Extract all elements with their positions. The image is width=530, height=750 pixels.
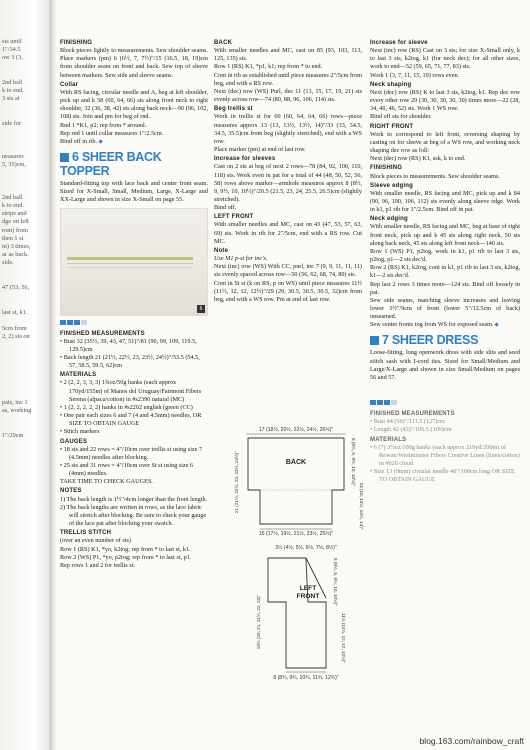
gutter-text-fragment: neasures [2,152,24,160]
sew-seams: Sew side seams, matching sleeve increases and leaving lower 3½"/9cm of front (lower 5"/12.5cm of back) unseamed. [370,296,520,321]
left-front-armhole-right: 8 (8½, 9, 9½, 10, 10½)" [333,557,338,607]
skill-level-segment [370,400,376,405]
back-label: BACK [285,459,307,466]
back-dec: Next (dec) row (WS) Purl, dec 11 (13, 15, 17, 19, 21) sts evenly across row—74 (80, 88, 96, 106, 114) sts. [214,87,362,104]
finishing-text: Block pieces lightly to measurements. Sew shoulder seams. Place markers (pm) 6 (6½, 7, 7½)"/15 (16.5, 18, 19)cm from shoulder seam on front and back. Sew top of sleeve between markers. Sew side and sleeve seams. [60,47,208,79]
previous-page-edge [0,0,50,750]
photo-stripe [67,257,193,260]
inc-row-text: Next (inc) row (WS) With CC, purl, inc 7 (9, 9, 11, 11, 11) sts evenly spaced across row—50 (56, 62, 68, 74, 80) sts. [214,263,362,279]
edging-row1: Row 1 (WS) P1, p2tog, work in k1, p1 rib to last 3 sts, p2tog, p1—2 sts dec'd. [370,247,520,264]
gutter-text-fragment: 47 (53, 56, [2,284,30,291]
skill-level-segment [60,320,66,325]
gauge-check: TAKE TIME TO CHECK GAUGES. [60,478,153,486]
left-front-height-left: 19½ (20, 21, 21½, 22, 23)" [256,594,261,650]
gutter-text-fragment: stripe and [2,210,27,218]
sew-fronts: Sew center fronts tog from WS for exposed seam. [370,321,520,329]
neck-slope [306,558,326,598]
neck-shaping-heading: Neck shaping [370,81,412,88]
gutter-text-fragment: 5cm from [2,325,27,332]
bind-off: Bind off. [214,204,237,212]
sleeve-edging-text: With smaller needle, RS facing and MC, pick up and k 84 (90, 96, 100, 106, 112) sts evenly along sleeve edge. Work in k1, p1 rib for 1"/2.5cm. Bind off in pat. [370,189,520,214]
finished-measurements-heading: FINISHED MEASUREMENTS [60,330,145,337]
gutter-text-fragment: pats, inc 1 [2,398,28,406]
back-cont: Cont in rib as established until piece measures 2"/5cm from beg, end with a RS row. [214,71,362,87]
trellis-begin-heading: Beg trellis st [214,106,253,113]
back-outline [248,438,344,524]
skill-level-bar [60,320,208,325]
list-item: • Bust 44 (50)"/111.5 (127)cm [370,418,445,426]
list-item: • Size 13 (9mm) circular needle 40"/100cm long OR SIZE TO OBTAIN GAUGE [370,468,515,484]
collar-heading: Collar [60,81,79,88]
gutter-text-fragment: side. [2,259,14,267]
left-front-label-1: LEFT [299,585,317,592]
skill-level-bar [370,400,520,405]
source-watermark: blog.163.com/rainbow_craft [419,736,524,746]
skill-level-segment [377,400,383,405]
end-mark-icon [495,322,500,327]
list-item: • Length 42 (43)"/106.5 (109)cm [370,426,452,434]
photo-line [67,267,193,268]
neck-edging-text: With smaller needle, RS facing and MC, beg at base of right front neck, pick up and k 45 sts along right neck, 50 sts along back neck, 45 sts along left front neck—140 sts. [370,223,520,247]
back-text: With smaller needles and MC, cast on 85 (93, 103, 113, 125, 135) sts. [214,47,362,63]
skill-level-segment [81,320,87,325]
finishing-heading: FINISHING [60,40,93,46]
skill-level-segment [67,320,73,325]
pattern-7-title: 7 SHEER DRESS [370,333,520,347]
list-item: • One pair each sizes 6 and 7 (4 and 4.5mm) needles, OR SIZE TO OBTAIN GAUGE [60,412,202,428]
trellis-rep: Rep rows 1 and 2 for trellis st. [60,561,135,569]
sleeve-increase-heading: Increase for sleeve [370,40,428,46]
topper-photo [60,208,208,316]
collar-bind: Bind off in rib. [60,138,208,146]
st-st-text: Cont in St st (k on RS, p on WS) until piece measures 11½ (11½, 12, 12, 12½)"/29 (29, 30.5, 30.5, 30.5, 32)cm from beg, end with a WS row. Pm at end of last row. [214,279,362,303]
page-spine [50,0,56,750]
gutter-text-fragment: as, working [2,407,32,414]
column-3 [370,38,520,485]
back-height-left: 21 (21½, 22½, 23, 23½, 24½)" [234,450,239,514]
left-front-outline [268,558,326,668]
gutter-text-fragment: side for [2,120,22,127]
trellis-heading: TRELLIS STITCH [60,530,112,537]
list-item: • 18 sts and 22 rows = 4"/10cm over trellis st using size 7 (4.5mm) needles after blocking. [60,445,203,461]
edging-rep: Rep last 2 rows 3 times more—124 sts. Bind off loosely in pat. [370,280,520,296]
skill-level-segment [74,320,80,325]
sleeve-increase-heading: Increase for sleeves [214,156,276,163]
back-width-bottom: 16 (17½, 19½, 21½, 23½, 25½)" [258,531,334,536]
gutter-text-fragment: 2, 2) sts on [2,333,30,341]
back-schematic [226,424,368,536]
number-square-icon [370,336,379,345]
note-item: 2) The back lengths are written in rows, as the lace fabric will stretch after blocking. Be sure to check your gauge of the lace pat after blocking your swatch. [60,503,207,528]
finished-measurements-heading: FINISHED MEASUREMENTS [370,411,455,418]
edging-row2: Row 2 (RS) K1, k2tog, cont in k1, p1 rib to last 3 sts, k2tog, k1—2 sts dec'd. [370,264,520,280]
photo-line [67,263,193,264]
left-front-heading: LEFT FRONT [214,214,254,221]
right-front-dec: Next (dec) row (RS) K1, ssk, k to end. [370,155,466,163]
collar-rep: Rep rnd 1 until collar measures 1"/2.5cm. [60,129,164,137]
sleeve-increase-text: Cast on 2 sts at beg of next 2 rows—78 (84, 92, 100, 110, 118) sts. Work even in pat for a total of 44 (48, 50, 52, 56, 58) rows above marker—armhole measures approx 8 (8½, 9, 9½, 10, 10½)"/20.5 (21.5, 23, 24, 25.5, 26.5)cm (slightly stretched). [214,163,362,203]
trellis-begin-text: Work in trellis st for 60 (60, 64, 64, 66) rows—piece measures approx 13 (13, 13½, 13½, 14)"/33 (33, 34.5, 34.5, 35.5)cm from beg (slightly stretched), end with a WS row. [214,113,362,145]
pattern-6-intro: Standard-fitting top with lace back and center front seam. Sized for X-Small, Small, Medium, Large, X-Large and XX-Large and shown in size X-Small on page 55. [60,180,208,204]
back-armhole-right: 8 (8½, 9, 9½, 10, 10½)" [351,437,356,487]
materials-heading: MATERIALS [60,372,97,379]
gutter-text-fragment: 2nd ball [2,193,23,201]
bind-off-shoulder: Bind off sts for shoulder. [370,113,432,121]
gutter-text-fragment: ront) from [2,226,29,234]
number-square-icon [60,153,69,162]
photo-number-badge: 6 [197,305,205,313]
list-item: • Bust 32 (35½, 39, 43, 47, 51)"/81 (90, 99, 109, 119.5, 129.5)cm [60,337,197,353]
left-front-body-right: 11½ (11½, 12, 12, 12½)" [341,613,346,663]
list-item: • 1 (2, 2, 2, 2, 2) hanks in #s2202 english (green (CC) [60,403,193,411]
finishing-text: Block pieces to measurements. Sew shoulder seams. [370,172,500,180]
end-mark-icon [98,139,103,144]
finishing-heading: FINISHING [370,165,403,172]
collar-rnd1: Rnd 1 *K1, p2; rep from * around. [60,121,147,129]
gutter-text-fragment: last st, k1. [2,308,28,316]
materials-heading: MATERIALS [370,436,407,443]
neck-edging-heading: Neck edging [370,216,408,223]
finished-measurements-list [60,338,208,371]
sleeve-edging-heading: Sleeve edging [370,182,413,189]
sleeve-increase-text: Next (inc) row (RS) Cast on 3 sts; for size X-Small only, k to last 3 sts, k2tog, k1 (for neck dec); for all other sizes, work to end—52 (59, 65, 71, 77, 83) sts. [370,47,520,71]
gutter-text-fragment: 3 sts at [2,95,20,103]
gutter-text-fragment: sts until [2,38,22,45]
back-row1: Row 1 (RS) K1, *p1, k1; rep from * to end. [214,63,323,71]
gutter-text-fragment: 1"/34.5 [2,46,21,54]
collar-text: With RS facing, circular needle and A, beg at left shoulder, pick up and k 58 (60, 64, 66) sts along front neck to right shoulder, 32 (36, 38, 42) sts along back neck—90 (96, 102, 108) sts. Join and pm for beg of rnd. [60,88,208,121]
gutter-text-fragment: dge on left [2,218,29,226]
gutter-text-fragment: ow 3 (3, [2,54,23,62]
gutter-text-fragment: in) 3 times, [2,243,31,250]
notes-heading: NOTES [60,488,82,495]
note-text: Use M1 p-st for inc's. [214,255,268,263]
work-even: Work 1 (3, 7, 11, 15, 19) rows even. [370,71,460,79]
trellis-row2: Row 2 (WS) P1, *yo, p2tog; rep from * to last st, p1. [60,553,192,561]
gutter-text-fragment: 2nd ball [2,79,23,86]
gutter-text-fragment: ar as back. [2,251,29,259]
list-item: • 2 (2, 2, 3, 3, 3) 1¾oz/50g hanks (each approx 170yd/155m) of Manos del Uruguay/Fairmont Fibers Serena (alpaca/cotton) in #s2390 natural (MC) [60,379,202,403]
gutter-text-fragment: 5, 35)cm, [2,161,26,168]
left-front-label-2: FRONT [296,593,320,600]
pattern-6-title: 6 SHEER BACK TOPPER [60,150,162,179]
right-front-heading: RIGHT FRONT [370,123,414,130]
column-1 [60,38,208,570]
skill-level-segment [391,400,397,405]
place-marker: Place marker (pm) at end of last row. [214,146,306,154]
note-heading: Note [214,247,229,254]
left-front-text: With smaller needles and MC, cast on 43 (47, 53, 57, 63, 69) sts. Work in rib for 2"/5cm, end with a RS row. Cut MC. [214,221,362,245]
trellis-row1: Row 1 (RS) K1, *yo, k2tog; rep from * to last st, k1. [60,545,191,553]
list-item: • Stitch markers [60,428,100,436]
neck-shaping-text: Next (dec) row (RS) K to last 3 sts, k2tog, k1. Rep dec row every other row 29 (30, 30, 30, 30, 30) times more—22 (28, 34, 40, 46, 52) sts. Work 1 WS row. [370,88,520,113]
left-front-width-bottom: 8 (8¾, 9¾, 10¾, 11¾, 12¾)" [273,675,339,681]
dress-materials-block [370,410,520,484]
list-item: • 25 sts and 31 rows = 4"/10cm over St st using size 6 (4mm) needles. [60,462,194,478]
gutter-text-fragment: then 1 st [2,234,24,242]
column-2 [214,38,362,304]
gutter-text-fragment: 1"/29cm [2,431,24,439]
gutter-text-fragment: k to end. [2,202,24,209]
back-body-right: 13 (13, 13½, 13½, 14)" [359,482,364,530]
left-front-schematic [250,542,362,682]
back-heading: BACK [214,40,233,46]
list-item: • Back length 21 (21½, 22½, 23, 23½, 24½)"/53.5 (54.5, 57, 58.5, 59.5, 62)cm [60,353,200,370]
left-front-width-top: 3½ (4½, 5½, 6½, 7½, 8½)" [275,545,337,551]
note-item: 1) The back length is 1½"/4cm longer than the front length. [60,495,208,503]
gutter-text-fragment: k to end. [2,87,24,95]
back-width-top: 17 (18½, 20½, 22½, 24½, 26½)" [258,427,334,433]
trellis-sub: (over an even number of sts) [60,537,131,545]
skill-level-segment [384,400,390,405]
right-front-text: Work to correspond to left front, reversing shaping by casting on for sleeve at beg of a WS row, and working neck shaping dec row as foll: [370,130,520,155]
list-item: • 6 (7) 3½oz/100g hanks (each approx 219yd/200m) of Rowan/Westminster Fibers Creative Linen (linen/cotton) in #620 cloud [370,443,520,468]
materials-list [60,379,208,436]
pattern-7-intro: Loose-fitting, long openwork dress with side slits and seed stitch sash with I-cord ties. Sized for Small/Medium and Large/X-Large and shown in size Small/Medium on pages 56 and 57. [370,349,520,381]
gauges-heading: GAUGES [60,438,88,445]
